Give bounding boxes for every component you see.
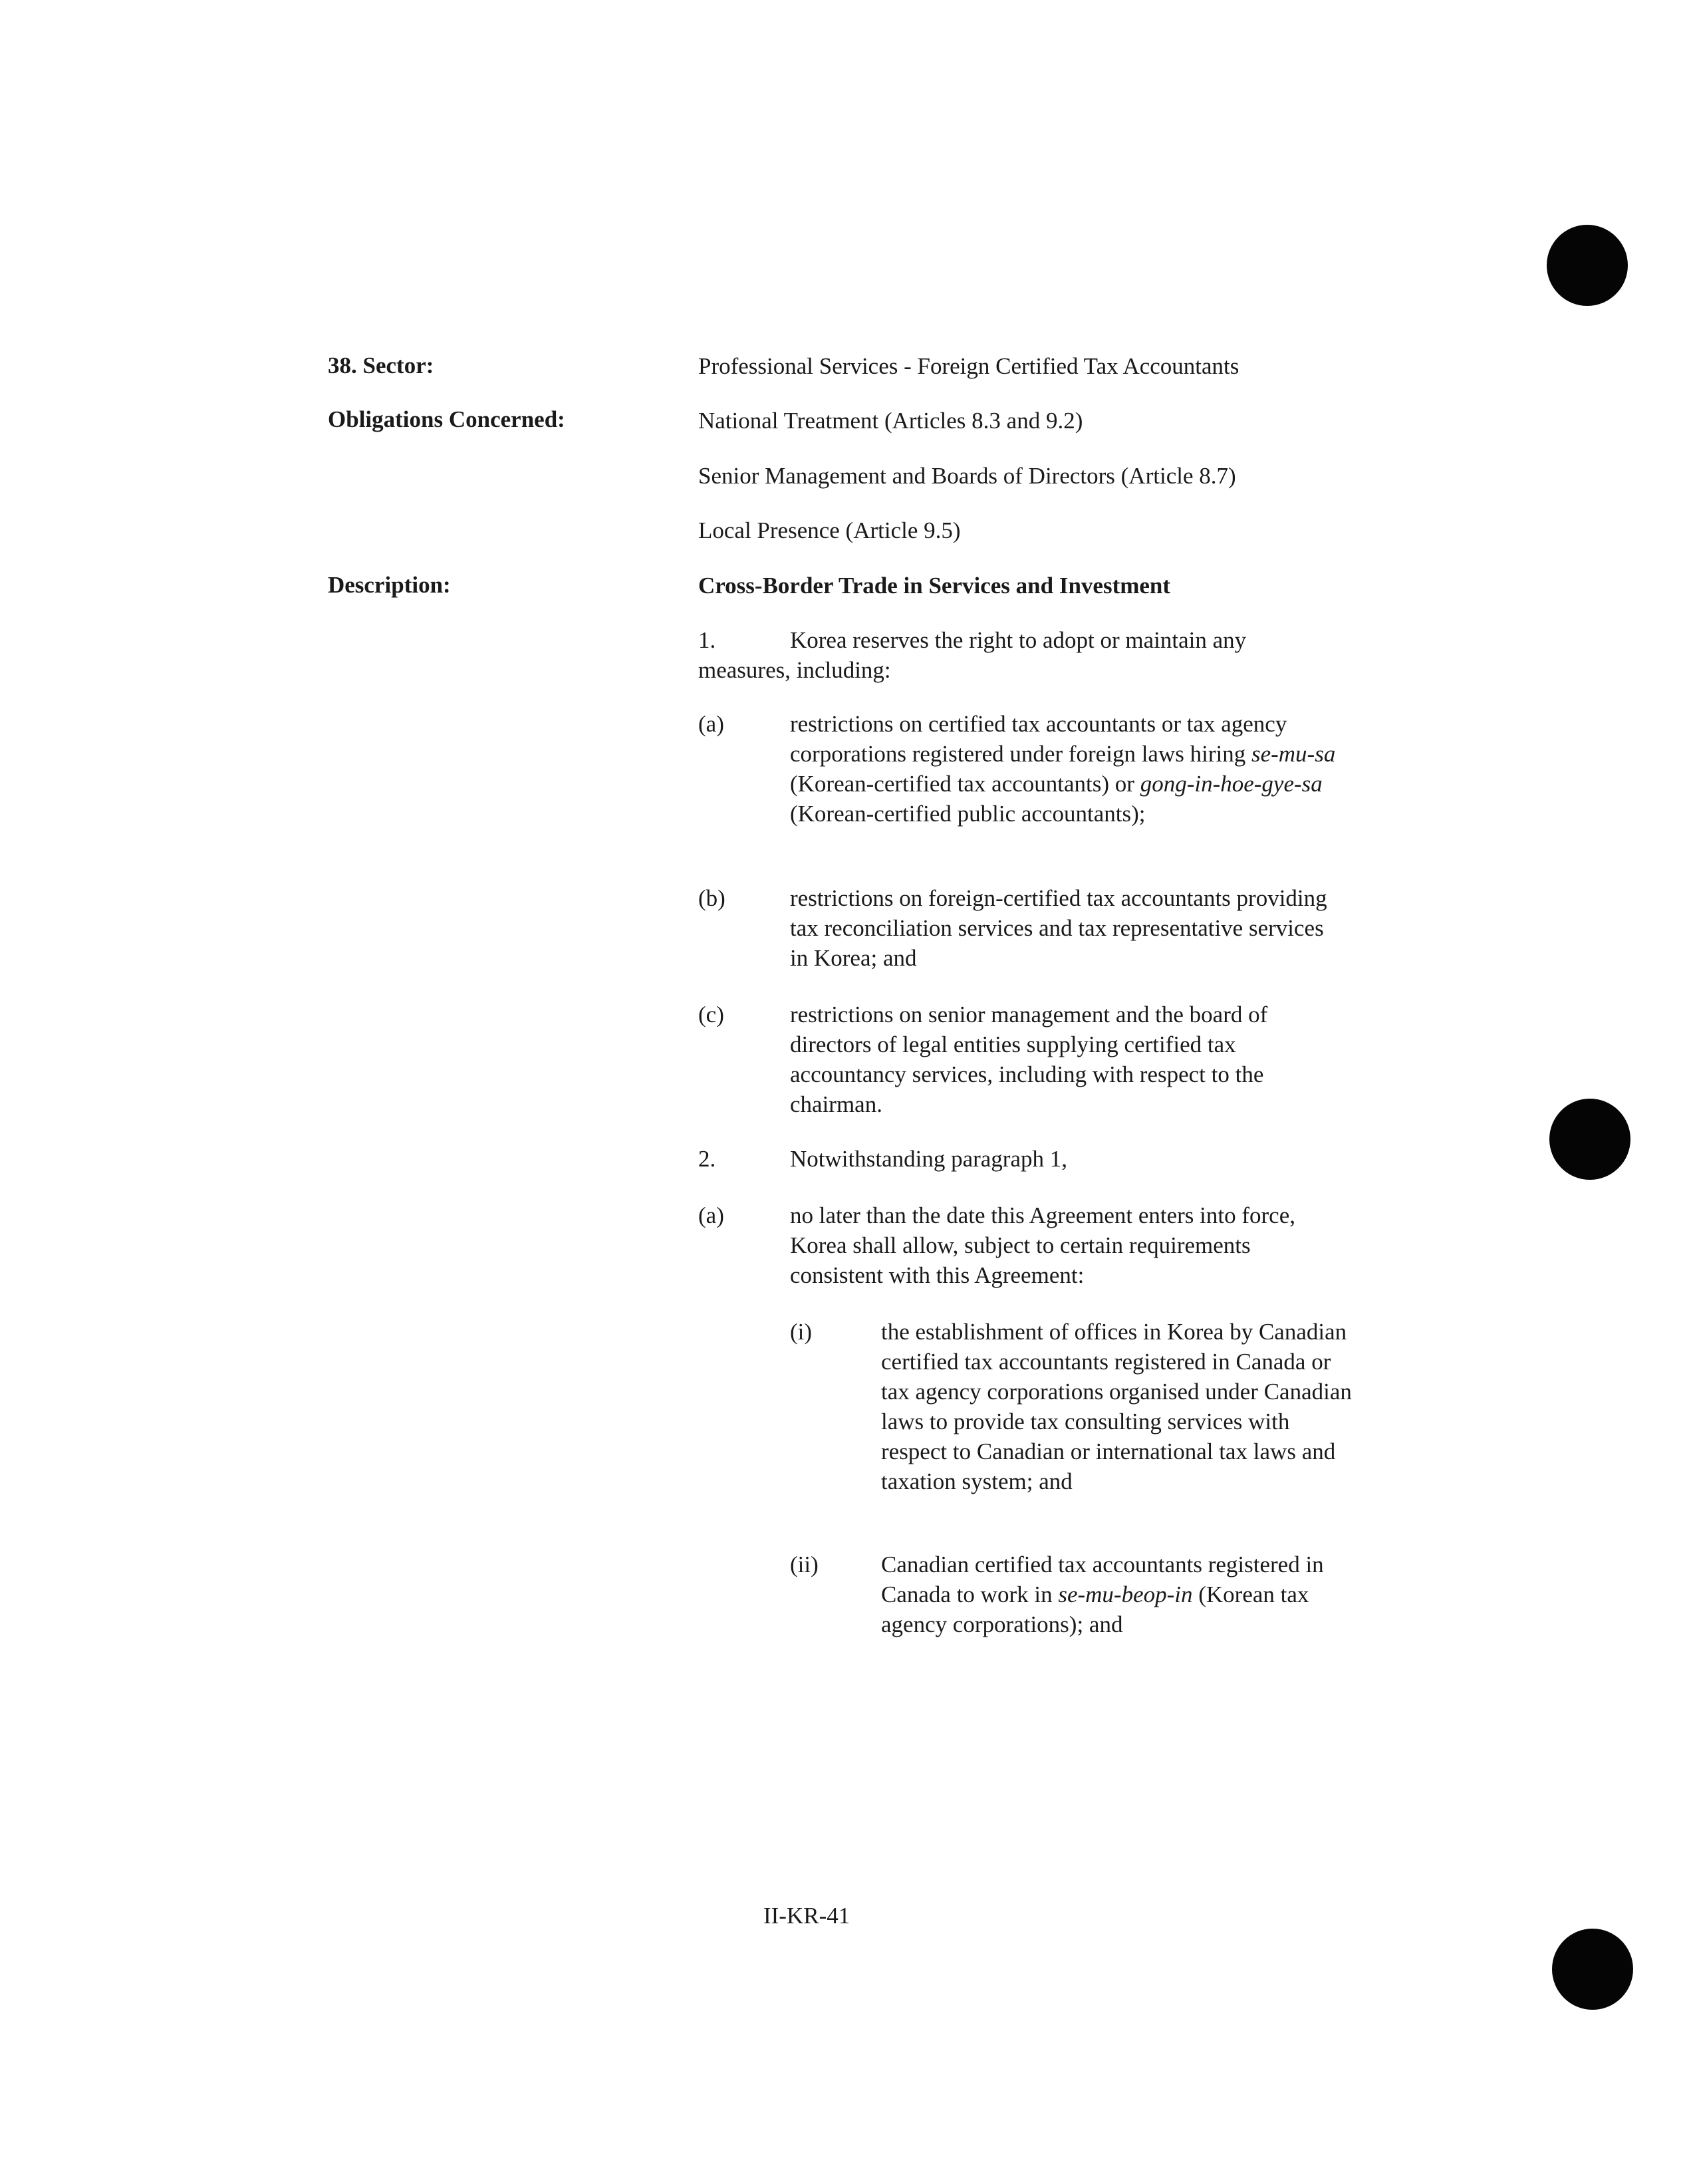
- item-b-text: restrictions on foreign-certified tax accountants providing tax reconciliation services and tax representative services in Korea; and: [790, 885, 1327, 971]
- item-c-text: restrictions on senior management and the board of directors of legal entities supplying certified tax accountancy services, including with respect to the chairman.: [790, 1002, 1268, 1117]
- term-se-mu-beop-in: se-mu-beop-in: [1058, 1581, 1193, 1607]
- item-2a-text: no later than the date this Agreement enters into force, Korea shall allow, subject to certain requirements consistent with this Agreement:: [790, 1202, 1296, 1288]
- item-2a-i-marker: (i): [790, 1319, 813, 1345]
- punch-hole-middle: [1549, 1099, 1630, 1180]
- item-2a-ii-marker: (ii): [790, 1552, 819, 1577]
- punch-hole-top: [1547, 225, 1628, 306]
- obligations-label: Obligations Concerned:: [328, 406, 565, 432]
- page-number: II-KR-41: [763, 1903, 850, 1929]
- para2-number: 2.: [698, 1146, 716, 1172]
- item-b-marker: (b): [698, 885, 725, 911]
- para2-text: Notwithstanding paragraph 1,: [790, 1146, 1067, 1172]
- item-2a-marker: (a): [698, 1202, 724, 1228]
- item-a-text: restrictions on certified tax accountants or tax agency corporations registered under foreign laws hiring se-mu-sa (Korean-certified tax accountants) or gong-in-hoe-gye-sa (Korean-certified public accountants);: [790, 711, 1336, 827]
- description-heading: Cross-Border Trade in Services and Investment: [698, 573, 1171, 599]
- obligation-national-treatment: National Treatment (Articles 8.3 and 9.2): [698, 408, 1083, 434]
- sector-label: 38. Sector:: [328, 352, 434, 378]
- term-se-mu-sa: se-mu-sa: [1251, 741, 1336, 767]
- term-gong-in-hoe-gye-sa: gong-in-hoe-gye-sa: [1140, 771, 1323, 797]
- item-a-marker: (a): [698, 711, 724, 737]
- description-label: Description:: [328, 572, 451, 598]
- sector-value: Professional Services - Foreign Certified Tax Accountants: [698, 353, 1239, 379]
- item-c-marker: (c): [698, 1002, 724, 1027]
- punch-hole-bottom: [1552, 1929, 1633, 2010]
- para1-text-line2: measures, including:: [698, 657, 891, 683]
- item-2a-i-text: the establishment of offices in Korea by Canadian certified tax accountants registered in Canada or tax agency corporations organised under Canadian laws to provide tax consulting services with respect to Canadian or international tax laws and taxation system; and: [881, 1319, 1352, 1494]
- para1-number: 1.: [698, 627, 716, 653]
- obligation-local-presence: Local Presence (Article 9.5): [698, 517, 961, 543]
- item-2a-ii-text: Canadian certified tax accountants registered in Canada to work in se-mu-beop-in (Korean tax agency corporations); and: [881, 1552, 1324, 1637]
- obligation-senior-management: Senior Management and Boards of Directors (Article 8.7): [698, 463, 1236, 489]
- para1-text-line1: Korea reserves the right to adopt or maintain any: [790, 627, 1247, 653]
